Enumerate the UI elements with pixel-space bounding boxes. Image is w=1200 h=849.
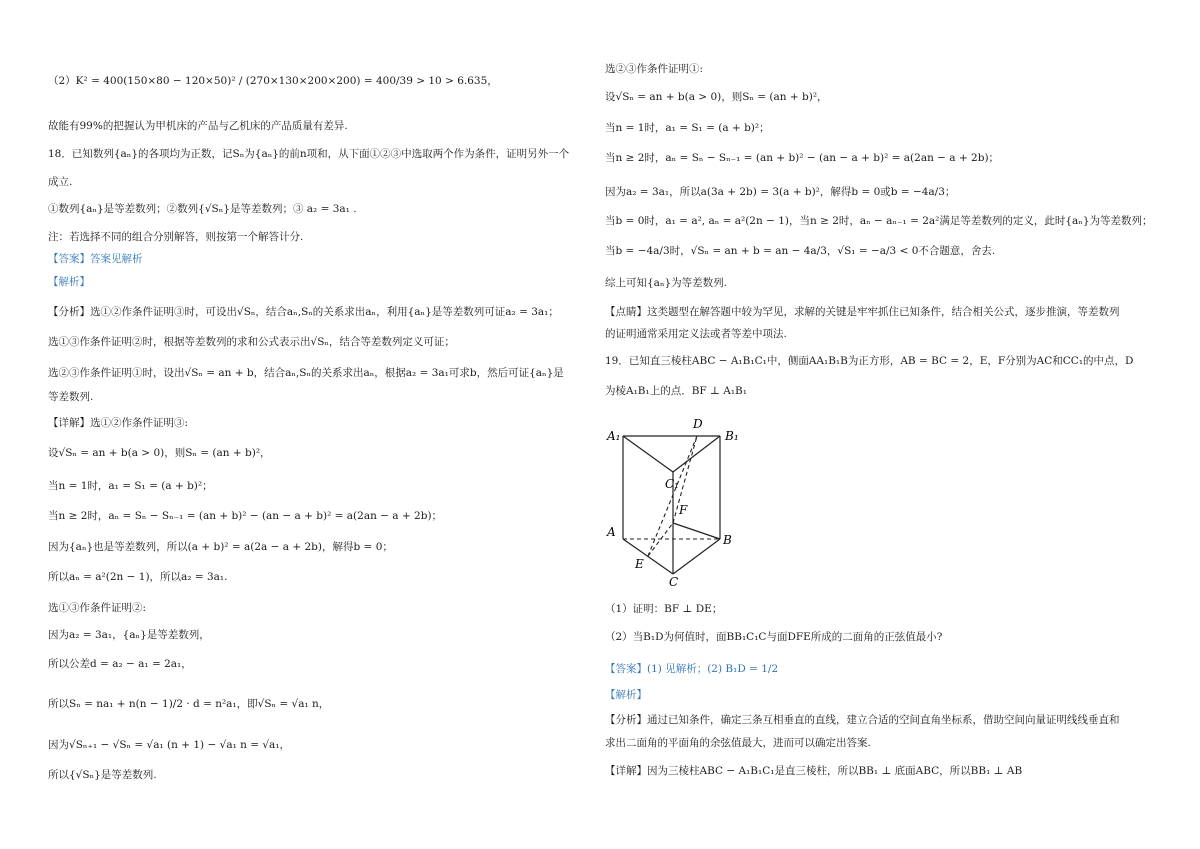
analysis-line-2: 选①③作条件证明②时，根据等差数列的求和公式表示出√Sₙ，结合等差数列定义可证； (48, 336, 455, 348)
detail-heading: 【详解】选①②作条件证明③: (48, 417, 189, 429)
analysis-19-heading: 【解析】 (605, 689, 647, 701)
case-23-heading: 选②③作条件证明①: (605, 63, 704, 75)
case-23-line-5: 当b = 0时，a₁ = a², aₙ = a²(2n − 1)，当n ≥ 2时，aₙ − aₙ₋₁ = 2a²满足等差数列的定义，此时{aₙ}为等差数列； (605, 215, 1153, 227)
detail-line-10: 因为√Sₙ₊₁ − √Sₙ = √a₁ (n + 1) − √a₁ n = √a₁， (48, 739, 291, 751)
conclusion-line: 故能有99%的把握认为甲机床的产品与乙机床的产品质量有差异. (48, 120, 348, 132)
label-F: F (679, 503, 688, 517)
label-A1: A₁ (607, 429, 621, 443)
analysis-heading: 【解析】 (48, 276, 90, 288)
label-A: A (607, 525, 616, 539)
analysis-line-4: 等差数列. (48, 391, 94, 403)
problem-19-line-1: 19．已知直三棱柱ABC − A₁B₁C₁中，侧面AA₁B₁B为正方形，AB = BC = 2，E，F分别为AC和CC₁的中点，D (605, 355, 1134, 367)
label-C: C (669, 575, 679, 589)
detail-line-5: 所以aₙ = a²(2n − 1)，所以a₂ = 3a₁. (48, 571, 228, 583)
detail-line-6: 选①③作条件证明②: (48, 602, 147, 614)
label-E: E (635, 557, 644, 571)
label-B1: B₁ (725, 429, 739, 443)
label-C1: C₁ (665, 477, 679, 491)
detail-19-line-1: 【详解】因为三棱柱ABC − A₁B₁C₁是直三棱柱，所以BB₁ ⊥ 底面ABC，所以BB₁ ⊥ AB (605, 765, 1023, 777)
answer-heading: 【答案】答案见解析 (48, 253, 143, 265)
case-23-line-6: 当b = −4a/3时，√Sₙ = an + b = an − 4a/3，√S₁ = −a/3 < 0不合题意，舍去. (605, 245, 996, 257)
case-23-line-1: 设√Sₙ = an + b(a > 0)，则Sₙ = (an + b)²， (605, 91, 828, 103)
problem-19-part-1: （1）证明：BF ⊥ DE； (605, 603, 723, 615)
analysis-line-1: 【分析】选①②作条件证明③时，可设出√Sₙ，结合aₙ,Sₙ的关系求出aₙ，利用{aₙ}是等差数列可证a₂ = 3a₁； (48, 306, 559, 318)
detail-line-9: 所以Sₙ = na₁ + n(n − 1)/2 · d = n²a₁，即√Sₙ = √a₁ n， (48, 698, 330, 710)
problem-18-conditions: ①数列{aₙ}是等差数列；②数列{√Sₙ}是等差数列；③ a₂ = 3a₁ . (48, 203, 357, 215)
detail-line-11: 所以{√Sₙ}是等差数列. (48, 769, 157, 781)
detail-line-1: 设√Sₙ = an + b(a > 0)，则Sₙ = (an + b)²， (48, 447, 271, 459)
problem-19-part-2: （2）当B₁D为何值时，面BB₁C₁C与面DFE所成的二面角的正弦值最小? (605, 631, 943, 643)
detail-line-2: 当n = 1时，a₁ = S₁ = (a + b)²； (48, 480, 213, 492)
detail-line-4: 因为{aₙ}也是等差数列，所以(a + b)² = a(2a − a + 2b)，解得b = 0； (48, 541, 393, 553)
label-D: D (693, 417, 703, 431)
problem-19-line-2: 为棱A₁B₁上的点．BF ⊥ A₁B₁ (605, 385, 747, 397)
problem-18-note: 注：若选择不同的组合分别解答，则按第一个解答计分. (48, 231, 304, 243)
detail-line-3: 当n ≥ 2时，aₙ = Sₙ − Sₙ₋₁ = (an + b)² − (an − a + b)² = a(2an − a + 2b)； (48, 510, 443, 522)
answer-19: 【答案】(1) 见解析；(2) B₁D = 1/2 (605, 663, 779, 675)
problem-18-line-2: 成立. (48, 176, 73, 188)
case-23-line-3: 当n ≥ 2时，aₙ = Sₙ − Sₙ₋₁ = (an + b)² − (an − a + b)² = a(2an − a + 2b)； (605, 152, 1000, 164)
analysis-19-line-1: 【分析】通过已知条件，确定三条互相垂直的直线，建立合适的空间直角坐标系，借助空间向量证明线线垂直和 (605, 714, 1120, 726)
case-23-line-2: 当n = 1时，a₁ = S₁ = (a + b)²； (605, 122, 770, 134)
detail-line-8: 所以公差d = a₂ − a₁ = 2a₁， (48, 658, 192, 670)
problem-18-line-1: 18．已知数列{aₙ}的各项均为正数，记Sₙ为{aₙ}的前n项和，从下面①②③中选取两个作为条件，证明另外一个 (48, 148, 570, 160)
case-23-line-4: 因为a₂ = 3a₁，所以a(3a + 2b) = 3(a + b)²，解得b = 0或b = −4a/3； (605, 186, 956, 198)
detail-line-7: 因为a₂ = 3a₁，{aₙ}是等差数列， (48, 629, 210, 641)
analysis-line-3: 选②③作条件证明①时，设出√Sₙ = an + b，结合aₙ,Sₙ的关系求出aₙ，根据a₂ = 3a₁可求b，然后可证{aₙ}是 (48, 367, 564, 379)
analysis-19-line-2: 求出二面角的平面角的余弦值最大，进而可以确定出答案. (605, 737, 871, 749)
prism-figure (605, 414, 765, 590)
label-B: B (723, 533, 732, 547)
case-23-conclusion: 综上可知{aₙ}为等差数列. (605, 277, 728, 289)
chi-square-line: （2）K² = 400(150×80 − 120×50)² / (270×130×200×200) = 400/39 > 10 > 6.635， (48, 75, 498, 87)
tip-line-1: 【点睛】这类题型在解答题中较为罕见，求解的关键是牢牢抓住已知条件，结合相关公式，逐步推演，等差数列 (605, 306, 1120, 318)
tip-line-2: 的证明通常采用定义法或者等差中项法. (605, 328, 787, 340)
